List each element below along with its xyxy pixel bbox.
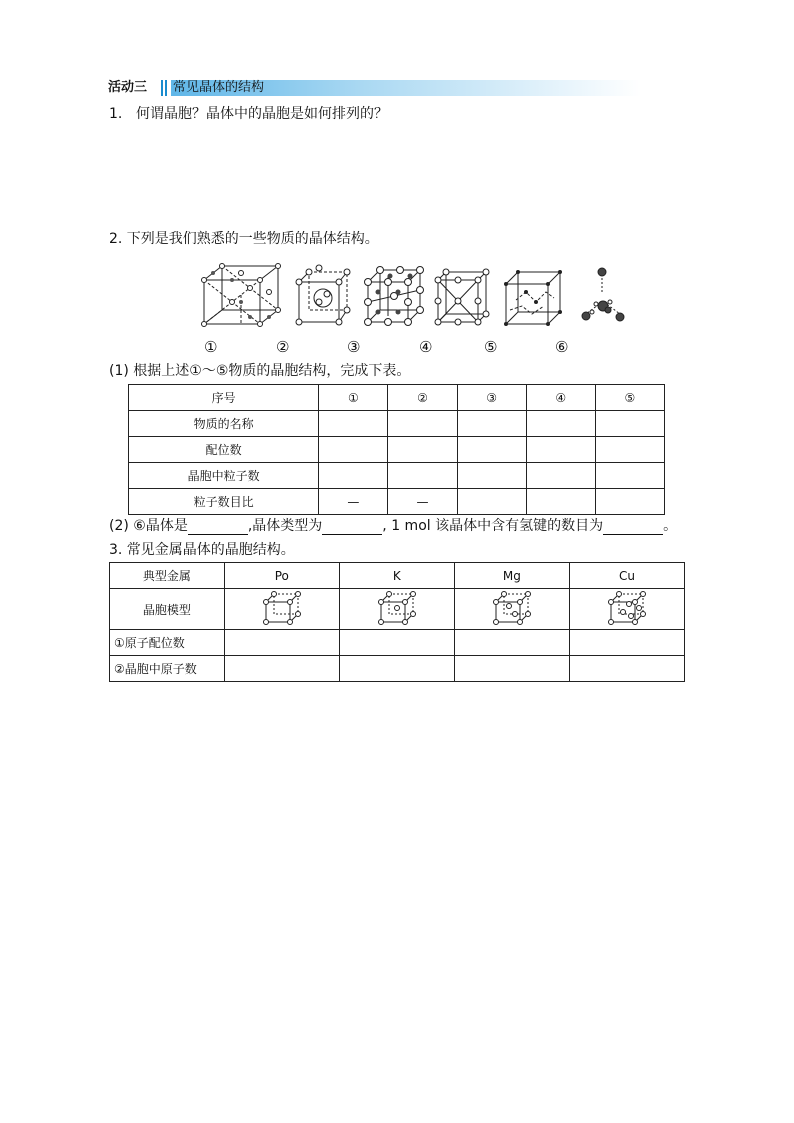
answer-cell: — xyxy=(319,489,388,515)
sub2-part-b: ,晶体类型为 xyxy=(247,518,323,534)
cu-model-cell xyxy=(569,589,684,630)
table-header-cell: Cu xyxy=(569,563,684,589)
crystal-structure-3-icon xyxy=(364,262,424,328)
answer-cell[interactable] xyxy=(319,437,388,463)
q3-text: 3. 常见金属晶体的晶胞结构。 xyxy=(109,542,295,558)
q1-number: 1. xyxy=(109,106,123,122)
answer-cell[interactable] xyxy=(454,630,569,656)
answer-cell[interactable] xyxy=(595,489,664,515)
answer-cell[interactable] xyxy=(457,437,526,463)
answer-cell[interactable] xyxy=(224,656,339,682)
table-header-cell: 序号 xyxy=(129,385,319,411)
structure-label-1: ① xyxy=(204,338,218,356)
table-row xyxy=(129,411,665,437)
answer-cell[interactable] xyxy=(339,656,454,682)
table-header-cell: ② xyxy=(388,385,457,411)
answer-cell[interactable] xyxy=(569,630,684,656)
table-header-cell: ④ xyxy=(526,385,595,411)
row-label: 粒子数目比 xyxy=(129,489,319,515)
q2-text: 2. 下列是我们熟悉的一些物质的晶体结构。 xyxy=(109,231,379,247)
answer-cell[interactable] xyxy=(388,463,457,489)
sub2-part-d: 。 xyxy=(663,518,678,534)
q1-text: 何谓晶胞？晶体中的晶胞是如何排列的？ xyxy=(136,106,388,122)
answer-cell[interactable] xyxy=(319,411,388,437)
structure-label-5: ⑤ xyxy=(484,338,498,356)
answer-cell[interactable] xyxy=(595,437,664,463)
k-model-cell xyxy=(339,589,454,630)
answer-cell[interactable] xyxy=(224,630,339,656)
answer-cell[interactable] xyxy=(457,463,526,489)
crystal-structure-6-icon xyxy=(578,262,628,328)
answer-cell[interactable] xyxy=(457,489,526,515)
table-row xyxy=(129,489,665,515)
crystal-structure-1-icon xyxy=(200,262,284,328)
crystal-structure-5-icon xyxy=(502,262,564,328)
table-header-cell: ⑤ xyxy=(595,385,664,411)
answer-cell[interactable] xyxy=(388,411,457,437)
table-header-cell: ① xyxy=(319,385,388,411)
q2-sub2 xyxy=(109,517,677,535)
row-label: 物质的名称 xyxy=(129,411,319,437)
table-header-row xyxy=(110,563,685,589)
answer-cell[interactable] xyxy=(319,463,388,489)
answer-cell[interactable] xyxy=(454,656,569,682)
row-label: 晶胞模型 xyxy=(110,589,225,630)
row-label: 晶胞中粒子数 xyxy=(129,463,319,489)
row-label: ②晶胞中原子数 xyxy=(110,656,225,682)
po-model-cell xyxy=(224,589,339,630)
crystal-structure-2-icon xyxy=(295,262,351,328)
crystal-table xyxy=(128,384,665,515)
table-header-cell: ③ xyxy=(457,385,526,411)
table-row xyxy=(110,630,685,656)
hexagonal-close-packed-icon xyxy=(492,590,532,626)
activity-label: 活动三 xyxy=(108,80,148,95)
answer-cell[interactable] xyxy=(526,411,595,437)
structure-label-4: ④ xyxy=(419,338,433,356)
answer-cell[interactable] xyxy=(526,437,595,463)
table-header-cell: Po xyxy=(224,563,339,589)
table-header-row xyxy=(129,385,665,411)
metal-table xyxy=(109,562,685,682)
row-label: ①原子配位数 xyxy=(110,630,225,656)
body-centered-cubic-icon xyxy=(377,590,417,626)
answer-cell[interactable] xyxy=(526,489,595,515)
structure-label-6: ⑥ xyxy=(555,338,569,356)
header-divider xyxy=(161,80,169,96)
blank-crystal-name[interactable] xyxy=(188,520,248,535)
table-header-cell: Mg xyxy=(454,563,569,589)
mg-model-cell xyxy=(454,589,569,630)
blank-crystal-type[interactable] xyxy=(322,520,382,535)
table-row xyxy=(129,463,665,489)
structure-label-2: ② xyxy=(276,338,290,356)
sub2-part-c: , 1 mol 该晶体中含有氢键的数目为 xyxy=(382,518,604,534)
answer-cell[interactable] xyxy=(526,463,595,489)
crystal-structure-4-icon xyxy=(434,262,490,328)
simple-cubic-icon xyxy=(262,590,302,626)
table-row xyxy=(110,656,685,682)
answer-cell[interactable] xyxy=(595,411,664,437)
answer-cell[interactable] xyxy=(388,437,457,463)
sub2-part-a: (2) ⑥晶体是 xyxy=(109,518,188,534)
face-centered-cubic-icon xyxy=(607,590,647,626)
answer-cell[interactable] xyxy=(595,463,664,489)
section-title: 常见晶体的结构 xyxy=(171,80,641,96)
structure-label-3: ③ xyxy=(347,338,361,356)
row-label: 配位数 xyxy=(129,437,319,463)
answer-cell[interactable] xyxy=(457,411,526,437)
table-header-cell: 典型金属 xyxy=(110,563,225,589)
table-row xyxy=(110,589,685,630)
table-header-cell: K xyxy=(339,563,454,589)
table-row xyxy=(129,437,665,463)
answer-cell[interactable] xyxy=(569,656,684,682)
blank-hbond-count[interactable] xyxy=(603,520,663,535)
answer-cell[interactable] xyxy=(339,630,454,656)
answer-cell: — xyxy=(388,489,457,515)
q2-sub1: (1) 根据上述①～⑤物质的晶胞结构，完成下表。 xyxy=(109,363,411,379)
